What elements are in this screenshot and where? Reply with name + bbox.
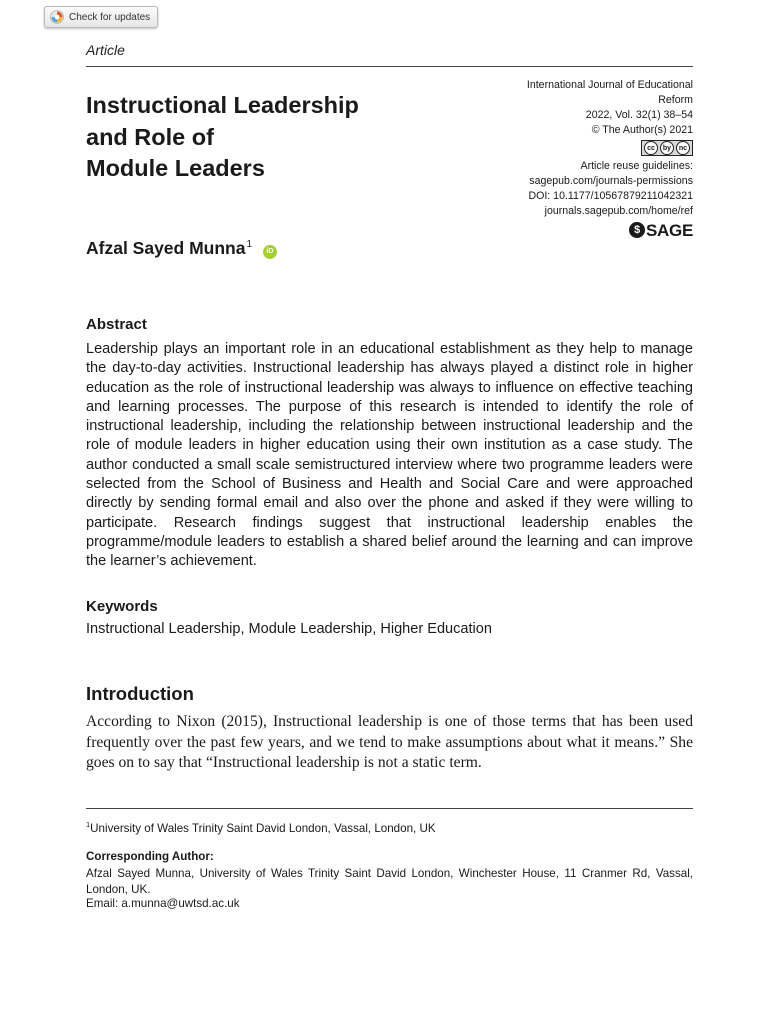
journal-home-link[interactable]: journals.sagepub.com/home/ref [544, 205, 693, 217]
journal-volume: 2022, Vol. 32(1) 38–54 [585, 109, 693, 121]
publisher-name: SAGE [646, 220, 693, 240]
introduction-text: According to Nixon (2015), Instructional leadership is one of those terms that has been used frequently over the past few years, and we tend to make assumptions about what it means.” She goes on to say that “Instructional leadership is not a static term. [86, 713, 693, 771]
corresponding-author-email[interactable]: Email: a.munna@uwtsd.ac.uk [86, 897, 240, 910]
cc-license-badge[interactable] [641, 140, 693, 156]
noncommercial-icon: nc [676, 141, 690, 155]
author-name: Afzal Sayed Munna [86, 238, 246, 258]
check-for-updates-icon [50, 10, 64, 24]
orcid-icon[interactable]: iD [263, 245, 277, 259]
sage-logo-icon: $ [629, 222, 645, 238]
permissions-link[interactable]: sagepub.com/journals-permissions [529, 175, 693, 187]
keywords-text: Instructional Leadership, Module Leadership, Higher Education [86, 621, 492, 637]
abstract-heading: Abstract [86, 316, 147, 333]
journal-metadata [503, 78, 693, 238]
affiliation-mark: 1 [246, 239, 253, 250]
title-line: Module Leaders [86, 155, 265, 181]
author-line [86, 238, 277, 259]
reuse-guidelines-label: Article reuse guidelines: [580, 160, 693, 172]
check-for-updates-label: Check for updates [69, 11, 151, 23]
article-type-label: Article [86, 42, 125, 58]
title-line: Instructional Leadership [86, 92, 359, 118]
corresponding-author-label: Corresponding Author: [86, 850, 214, 863]
header-rule [86, 66, 693, 67]
introduction-heading: Introduction [86, 683, 194, 704]
article-title [86, 90, 426, 185]
doi-link[interactable]: DOI: 10.1177/10567879211042321 [528, 190, 693, 202]
keywords-heading: Keywords [86, 598, 158, 615]
cc-icon: cc [644, 141, 658, 155]
journal-name-line: Reform [658, 94, 693, 106]
corresponding-author-address: Afzal Sayed Munna, University of Wales Trinity Saint David London, Winchester House, 11 Cranmer Rd, Vassal, London, UK. [86, 867, 693, 896]
footnote-text: University of Wales Trinity Saint David London, Vassal, London, UK [90, 822, 436, 835]
by-attribution-icon: by [660, 141, 674, 155]
check-for-updates-button[interactable] [44, 6, 158, 28]
title-line: and Role of [86, 123, 214, 150]
sage-logo [629, 222, 693, 238]
footnote-mark: 1 [86, 820, 91, 829]
journal-copyright: © The Author(s) 2021 [591, 124, 693, 136]
abstract-text: Leadership plays an important role in an educational establishment as they help to manage the day-to-day activities. Instructional leadership has always played a distinct role in higher education as the role of instructional leadership was always to influence on effective teaching and learning processes. The purpose of this research is intended to identify the role of instructional leadership, including the relationship between instructional leadership and the role of module leaders in higher education using their own institution as a case study. The author conducted a small scale semistructured interview where two programme leaders were selected from the School of Business and Health and Social Care and were approached directly by sending formal email and also over the phone and asked if they were willing to participate. Research findings suggest that instructional leadership enables the programme/module leaders to establish a shared belief around the learning and can improve the learner’s achievement. [86, 341, 693, 570]
footnote-rule [86, 808, 693, 809]
journal-name-line: International Journal of Educational [526, 79, 693, 91]
affiliation-footnote [86, 820, 436, 835]
